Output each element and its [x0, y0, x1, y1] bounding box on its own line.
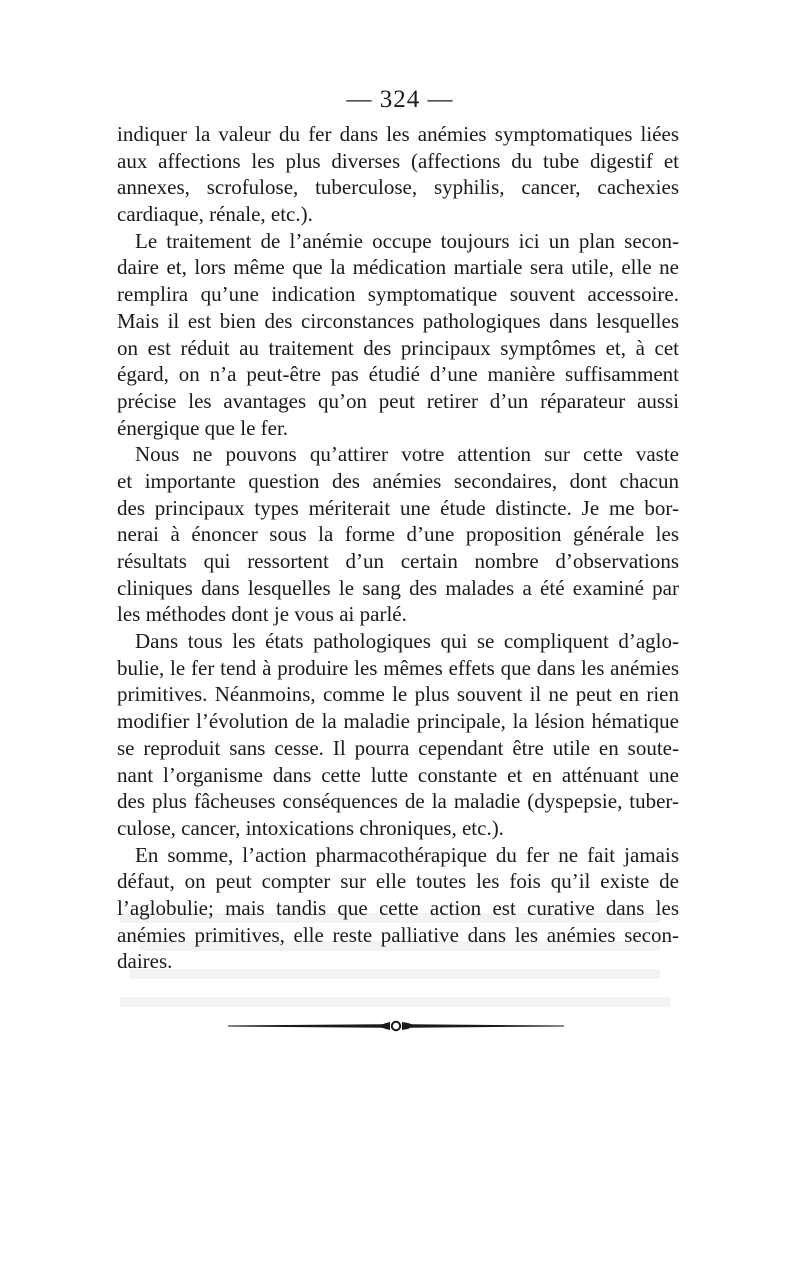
text-line: cardiaque, rénale, etc.). [117, 202, 313, 227]
text-line: les méthodes dont je vous ai parlé. [117, 602, 407, 627]
text-line: Nous ne pouvons qu’attirer votre attention sur cette vaste [135, 442, 679, 467]
body-text [117, 121, 679, 975]
tailpiece-rule-ornament-icon [228, 1016, 564, 1036]
text-line: des plus fâcheuses conséquences de la maladie (dyspepsie, tuber- [117, 789, 679, 814]
text-line: précise les avantages qu’on peut retirer d’un réparateur aussi [117, 388, 679, 413]
text-line: Mais il est bien des circonstances pathologiques dans lesquelles [117, 308, 679, 333]
text-line: cliniques dans lesquelles le sang des malades a été examiné par [117, 575, 679, 600]
text-line: daires. [117, 949, 173, 974]
text-line: remplira qu’une indication symptomatique souvent accessoire. [117, 282, 679, 307]
text-line: En somme, l’action pharmacothérapique du fer ne fait jamais [135, 842, 679, 867]
text-line: aux affections les plus diverses (affections du tube digestif et [117, 148, 679, 173]
paragraph [117, 228, 679, 442]
text-line: résultats qui ressortent d’un certain nombre d’observations [117, 549, 679, 573]
text-line: nerai à énoncer sous la forme d’une proposition générale les [117, 522, 679, 547]
paragraph [117, 628, 679, 842]
page-number: — 324 — [346, 86, 454, 113]
text-line: des principaux types mériterait une étude distincte. Je me bor- [117, 495, 679, 520]
text-line: Le traitement de l’anémie occupe toujours ici un plan secon- [135, 228, 679, 253]
text-line: modifier l’évolution de la maladie principale, la lésion hématique [117, 709, 679, 734]
text-line: bulie, le fer tend à produire les mêmes effets que dans les anémies [117, 655, 679, 680]
text-line: indiquer la valeur du fer dans les anémies symptomatiques liées [117, 122, 679, 146]
text-line: culose, cancer, intoxications chroniques, etc.). [117, 815, 504, 840]
text-line: daire et, lors même que la médication martiale sera utile, elle ne [117, 255, 679, 280]
text-line: se reproduit sans cesse. Il pourra cependant être utile en soute- [117, 735, 679, 760]
text-line: énergique que le fer. [117, 415, 289, 440]
text-line: annexes, scrofulose, tuberculose, syphilis, cancer, cachexies [117, 175, 679, 200]
text-line: nant l’organisme dans cette lutte constante et en atténuant une [117, 762, 679, 787]
text-line: défaut, on peut compter sur elle toutes les fois qu’il existe de [117, 869, 679, 894]
text-line: et importante question des anémies secondaires, dont chacun [117, 468, 679, 493]
paragraph [117, 121, 679, 228]
text-line: Dans tous les états pathologiques qui se compliquent d’aglo- [135, 629, 679, 654]
text-line: anémies primitives, elle reste palliative dans les anémies secon- [117, 922, 679, 947]
paragraph [117, 441, 679, 628]
text-line: égard, on n’a peut-être pas étudié d’une manière suffisamment [117, 362, 679, 387]
text-line: l’aglobulie; mais tandis que cette action est curative dans les [117, 895, 679, 920]
paragraph [117, 842, 679, 975]
text-line: primitives. Néanmoins, comme le plus souvent il ne peut en rien [117, 682, 679, 707]
text-line: on est réduit au traitement des principaux symptômes et, à cet [117, 335, 679, 360]
